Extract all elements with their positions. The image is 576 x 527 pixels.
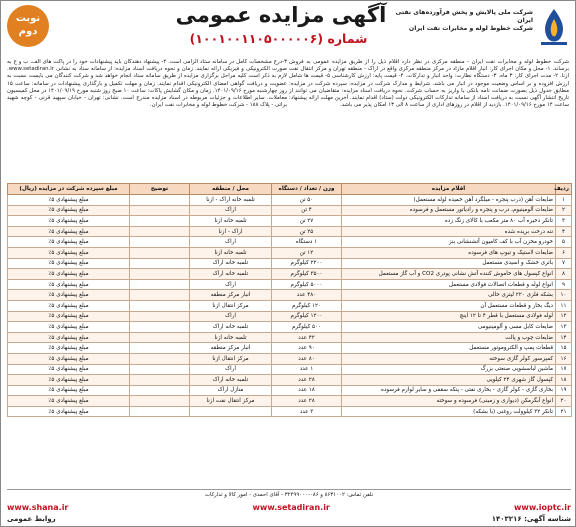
cell-location: انبار مرکز منطقه <box>190 343 272 354</box>
cell-row-number: ۱۱ <box>556 300 572 311</box>
table-row <box>8 311 572 322</box>
cell-quantity: ۵۰۰۰ کیلوگرم <box>272 279 342 290</box>
cell-location: تلمبه خانه ازنا <box>190 216 272 227</box>
cell-quantity: ۵۰ تن <box>272 195 342 206</box>
cell-item: ضایعات آهن (درب پنجره - میلگرد آهن خمیده لوله مستعمل) <box>342 195 556 206</box>
cell-row-number: ۲ <box>556 205 572 216</box>
table-row <box>8 247 572 258</box>
cell-row-number: ۱۰ <box>556 290 572 301</box>
cell-location: تلمبه خانه ازنا <box>190 332 272 343</box>
cell-quantity: ۴۸۰ عدد <box>272 290 342 301</box>
table-row <box>8 332 572 343</box>
table-row <box>8 216 572 227</box>
cell-item: ضایعات لاستیک و تیوپ های فرسوده <box>342 247 556 258</box>
cell-quantity: ۱۸ عدد <box>272 385 342 396</box>
table-row <box>8 322 572 333</box>
cell-notes <box>130 205 190 216</box>
cell-row-number: ۱۷ <box>556 364 572 375</box>
website-links <box>7 501 571 513</box>
cell-location: تلمبه خانه اراک <box>190 375 272 386</box>
round-badge: نوبت دوم <box>7 5 49 47</box>
cell-notes <box>130 375 190 386</box>
cell-quantity: ۱۲ تن <box>272 247 342 258</box>
cell-deposit: مبلغ پیشنهادی ۵٪ <box>8 258 130 269</box>
cell-deposit: مبلغ پیشنهادی ۵٪ <box>8 237 130 248</box>
cell-deposit: مبلغ پیشنهادی ۵٪ <box>8 247 130 258</box>
cell-item: انواع آبگرمکن (دیواری و زمینی) فرسوده و سوخته <box>342 396 556 407</box>
cell-deposit: مبلغ پیشنهادی ۵٪ <box>8 269 130 280</box>
cell-item: کمپرسور کولر گازی سوخته <box>342 353 556 364</box>
table-row <box>8 195 572 206</box>
cell-location: اراک <box>190 279 272 290</box>
ad-code: شناسه آگهی: ۱۴۰۳۲۱۶ <box>491 515 571 523</box>
company-name <box>383 9 533 33</box>
cell-row-number: ۲۱ <box>556 406 572 417</box>
cell-item: بخاری گازی - کولر گازی - بخاری نفتی - پنکه سقفی و سایر لوازم فرسوده <box>342 385 556 396</box>
cell-item: انواع لوله و قطعات اتصالات فولادی مستعمل <box>342 279 556 290</box>
table-header-row <box>8 184 572 195</box>
cell-location: مرکز انتقال ازنا <box>190 353 272 364</box>
cell-deposit: مبلغ پیشنهادی ۵٪ <box>8 311 130 322</box>
cell-location: مرکز انتقال ازنا <box>190 300 272 311</box>
conditions-left-column: ۳-درج مشخصات کامل در سامانه ستاد الزامی است. ۴- پیشنهاد دهندگان باید پیشنهادات خود را در پاکت های الف، ب و ج به صورت الکترونیکی و فیزیکی ارائه نمایند. زمان و نحوه دریافت اسناد مزایده: از سامانه ستاد به نشانی www.setadiran.ir. لازم به ذکر است کلیه مراحل برگزاری مزایده از طریق سامانه ستاد انجام خواهد شد و شرکت کنندگان می بایست نسبت به عضویت و دریافت گواهی امضای الکترونیکی اقدام نمایند. زمان و مهلت تکمیل و بارگذاری پیشنهادات در سامانه: ساعت ۱۵ روز چهارشنبه مورخ ۱۴۰۱/۰۹/۱۶. زمان و مکان گشایش پاکات: ساعت ۱۰ صبح روز شنبه مورخ ۱۴۰۱/۰۹/۱۹ در محل کمیسیون معاملات. سایر اطلاعات و جزئیات مربوطه در اسناد مزایده مندرج است. نشانی: تهران - خیابان سپهبد قرنی - کوچه شهید براتی - پلاک ۱۸۸ - شرکت خطوط لوله و مخابرات نفت ایران. <box>7 59 287 109</box>
cell-quantity: ۱۲۰۰ کیلوگرم <box>272 311 342 322</box>
cell-quantity: ۲۷ تن <box>272 216 342 227</box>
cell-deposit: مبلغ پیشنهادی ۵٪ <box>8 396 130 407</box>
cell-location: تلمبه خانه اراک <box>190 258 272 269</box>
link-setadiran[interactable]: www.setadiran.ir <box>252 502 330 512</box>
cell-location: اراک <box>190 237 272 248</box>
col-header-row-number: ردیف <box>556 184 572 195</box>
cell-quantity: ۲۸ عدد <box>272 396 342 407</box>
cell-notes <box>130 332 190 343</box>
cell-deposit: مبلغ پیشنهادی ۵٪ <box>8 322 130 333</box>
table-row <box>8 396 572 407</box>
col-header-location: محل / منطقه <box>190 184 272 195</box>
cell-row-number: ۱۵ <box>556 343 572 354</box>
cell-quantity: ۴ تن <box>272 205 342 216</box>
public-relations: روابط عمومی <box>7 515 56 523</box>
cell-item: باتری خشک و اسیدی مستعمل <box>342 258 556 269</box>
cell-row-number: ۱۴ <box>556 332 572 343</box>
cell-quantity: ۲۵ تن <box>272 226 342 237</box>
cell-row-number: ۹ <box>556 279 572 290</box>
cell-row-number: ۶ <box>556 247 572 258</box>
cell-item: قطعات پمپ و الکتروموتور مستعمل <box>342 343 556 354</box>
cell-quantity: ۲۲۰۰ کیلوگرم <box>272 258 342 269</box>
table-row <box>8 226 572 237</box>
cell-notes <box>130 279 190 290</box>
cell-deposit: مبلغ پیشنهادی ۵٪ <box>8 375 130 386</box>
cell-row-number: ۷ <box>556 258 572 269</box>
cell-row-number: ۸ <box>556 269 572 280</box>
cell-location: اراک <box>190 311 272 322</box>
cell-notes <box>130 237 190 248</box>
cell-deposit: مبلغ پیشنهادی ۵٪ <box>8 406 130 417</box>
cell-location: مرکز انتقال نفت ازنا <box>190 396 272 407</box>
cell-quantity: ۱۲۰ کیلوگرم <box>272 300 342 311</box>
company-line2: شرکت خطوط لوله و مخابرات نفت ایران <box>408 25 533 32</box>
cell-deposit: مبلغ پیشنهادی ۵٪ <box>8 290 130 301</box>
col-header-deposit: مبلغ سپرده شرکت در مزایده (ریال) <box>8 184 130 195</box>
cell-location: اراک - ازنا <box>190 226 272 237</box>
cell-notes <box>130 364 190 375</box>
cell-notes <box>130 258 190 269</box>
col-header-quantity: وزن / تعداد / دستگاه <box>272 184 342 195</box>
col-header-notes: توضیح <box>130 184 190 195</box>
cell-row-number: ۱۶ <box>556 353 572 364</box>
cell-item: دیگ بخار و قطعات مستعمل آن <box>342 300 556 311</box>
company-logo-icon <box>537 7 571 47</box>
table-row <box>8 364 572 375</box>
table-row <box>8 406 572 417</box>
cell-row-number: ۱۹ <box>556 385 572 396</box>
cell-deposit: مبلغ پیشنهادی ۵٪ <box>8 343 130 354</box>
table-row <box>8 205 572 216</box>
cell-notes <box>130 195 190 206</box>
cell-notes <box>130 311 190 322</box>
items-table <box>7 183 572 417</box>
cell-deposit: مبلغ پیشنهادی ۵٪ <box>8 226 130 237</box>
cell-notes <box>130 226 190 237</box>
cell-row-number: ۱۳ <box>556 322 572 333</box>
cell-deposit: مبلغ پیشنهادی ۵٪ <box>8 364 130 375</box>
cell-deposit: مبلغ پیشنهادی ۵٪ <box>8 385 130 396</box>
cell-item: ضایعات چوب و پالت <box>342 332 556 343</box>
cell-quantity: ۳۵۰۰ کیلوگرم <box>272 269 342 280</box>
cell-deposit: مبلغ پیشنهادی ۵٪ <box>8 205 130 216</box>
header <box>1 1 576 59</box>
cell-location: انبار مرکز منطقه <box>190 290 272 301</box>
table-row <box>8 279 572 290</box>
cell-row-number: ۱۲ <box>556 311 572 322</box>
cell-quantity: ۸۰ عدد <box>272 353 342 364</box>
cell-quantity: ۳ عدد <box>272 406 342 417</box>
cell-notes <box>130 290 190 301</box>
cell-row-number: ۲۰ <box>556 396 572 407</box>
cell-deposit: مبلغ پیشنهادی ۵٪ <box>8 353 130 364</box>
cell-location: اراک <box>190 364 272 375</box>
bottom-bar <box>7 515 571 526</box>
cell-item: انواع کپسول های خاموش کننده آتش نشانی پودری CO2 و آب گاز مستعمل <box>342 269 556 280</box>
cell-notes <box>130 247 190 258</box>
page-title: آگهی مزایده عمومی <box>175 3 387 27</box>
cell-row-number: ۳ <box>556 216 572 227</box>
table-row <box>8 343 572 354</box>
cell-deposit: مبلغ پیشنهادی ۵٪ <box>8 216 130 227</box>
cell-quantity: ۱ دستگاه <box>272 237 342 248</box>
table-row <box>8 269 572 280</box>
col-header-items: اقلام مزایده <box>342 184 556 195</box>
cell-location: تلمبه خانه اراک - ازنا <box>190 195 272 206</box>
table-row <box>8 353 572 364</box>
cell-row-number: ۱ <box>556 195 572 206</box>
link-shana[interactable]: www.shana.ir <box>7 502 69 512</box>
table-row <box>8 258 572 269</box>
cell-quantity: ۵۰۰ کیلوگرم <box>272 322 342 333</box>
cell-location: اراک <box>190 205 272 216</box>
table-row <box>8 375 572 386</box>
conditions-right-column: شرکت خطوط لوله و مخابرات نفت ایران - منطقه مرکزی در نظر دارد اقلام ذیل را از طریق مزایده عمومی به فروش برساند. ۱- محل و مکان اجرای کار: انبار اقلام مازاد در مرکز منطقه مرکزی واقع در اراک - منطقه تهران و مرکز انتقال نفت ازنا. ۲- مدت اجرای کار: ۳ ماه. ۳- دستگاه نظارت: واحد انبار و تدارکات. ۴- قیمت پایه: ارزش کارشناسی ۵- قیمت ها شامل ارزش افزوده و بر اساس وضعیت موجود در انبار می باشد. شرایط و مدارک شرکت در مزایده: سپرده شرکت در مزایده: مطابق جدول ذیل بصورت ضمانت نامه بانکی یا واریز به حساب شرکت. نحوه دریافت اسناد مزایده: متقاضیان می توانند از تاریخ انتشار آگهی نسبت به دریافت اسناد از سامانه تدارکات الکترونیکی دولت (ستاد) اقدام نمایند. آخرین مهلت ارائه پیشنهاد: ساعت ۱۴ مورخ ۱۴۰۱/۰۹/۱۶. بازدید از اقلام در روزهای اداری از ساعت ۸ الی ۱۳ امکان پذیر می باشد. <box>289 59 569 109</box>
cell-deposit: مبلغ پیشنهادی ۵٪ <box>8 300 130 311</box>
contact-line: تلفن تماس: ۸۶۳۱۰۰۲ و ۰۸۶-۳۲۴۹۹۰۰۰ - آقای احمدی - امور کالا و تدارکات <box>7 489 571 500</box>
cell-notes <box>130 396 190 407</box>
cell-notes <box>130 216 190 227</box>
cell-item: ضایعات کابل مسی و آلومینیومی <box>342 322 556 333</box>
table-row <box>8 237 572 248</box>
cell-quantity: ۱ عدد <box>272 364 342 375</box>
cell-item: تانکر ذخیره آب ۸۰ متر مکعب با کالای زنگ زده <box>342 216 556 227</box>
company-line1: شرکت ملی پالایش و پخش فرآورده‌های نفتی ایران <box>395 9 533 24</box>
cell-notes <box>130 343 190 354</box>
cell-location <box>190 406 272 417</box>
cell-location: تلمبه خانه اراک <box>190 269 272 280</box>
cell-notes <box>130 385 190 396</box>
cell-quantity: ۴۲ عدد <box>272 332 342 343</box>
cell-row-number: ۵ <box>556 237 572 248</box>
cell-item: خودرو مخزن آب با کف کامیون آتشنشانی بنز <box>342 237 556 248</box>
cell-deposit: مبلغ پیشنهادی ۵٪ <box>8 279 130 290</box>
cell-quantity: ۹۰ عدد <box>272 343 342 354</box>
cell-notes <box>130 300 190 311</box>
cell-item: تنه درخت بریده شده <box>342 226 556 237</box>
cell-row-number: ۴ <box>556 226 572 237</box>
cell-deposit: مبلغ پیشنهادی ۵٪ <box>8 195 130 206</box>
table-row <box>8 290 572 301</box>
table-row <box>8 300 572 311</box>
cell-item: لوله فولادی مستعمل با قطر ۴ تا ۱۲ اینچ <box>342 311 556 322</box>
cell-item: ضایعات آلومینیوم، درب و پنجره و رادیاتور مستعمل و فرسوده <box>342 205 556 216</box>
cell-quantity: ۲۸ عدد <box>272 375 342 386</box>
cell-location: تلمبه خانه اراک <box>190 322 272 333</box>
cell-notes <box>130 353 190 364</box>
cell-item: بشکه فلزی ۲۲۰ لیتری خالی <box>342 290 556 301</box>
table-row <box>8 385 572 396</box>
cell-notes <box>130 406 190 417</box>
cell-notes <box>130 322 190 333</box>
cell-deposit: مبلغ پیشنهادی ۵٪ <box>8 332 130 343</box>
cell-item: ماشین لباسشویی صنعتی بزرگ <box>342 364 556 375</box>
link-ioptc[interactable]: www.ioptc.ir <box>514 502 571 512</box>
cell-location: منازل اراک <box>190 385 272 396</box>
tender-number: (۱۰۰۱۰۰۱۱۰۵۰۰۰۰۰۶) شماره <box>189 31 368 46</box>
cell-item: کپسول گاز شهری ۲۴ کیلویی <box>342 375 556 386</box>
cell-item: تانکر ۳۲ کیلوولت روغنی (با بشکه) <box>342 406 556 417</box>
cell-row-number: ۱۸ <box>556 375 572 386</box>
cell-notes <box>130 269 190 280</box>
cell-location: تلمبه خانه ازنا <box>190 247 272 258</box>
